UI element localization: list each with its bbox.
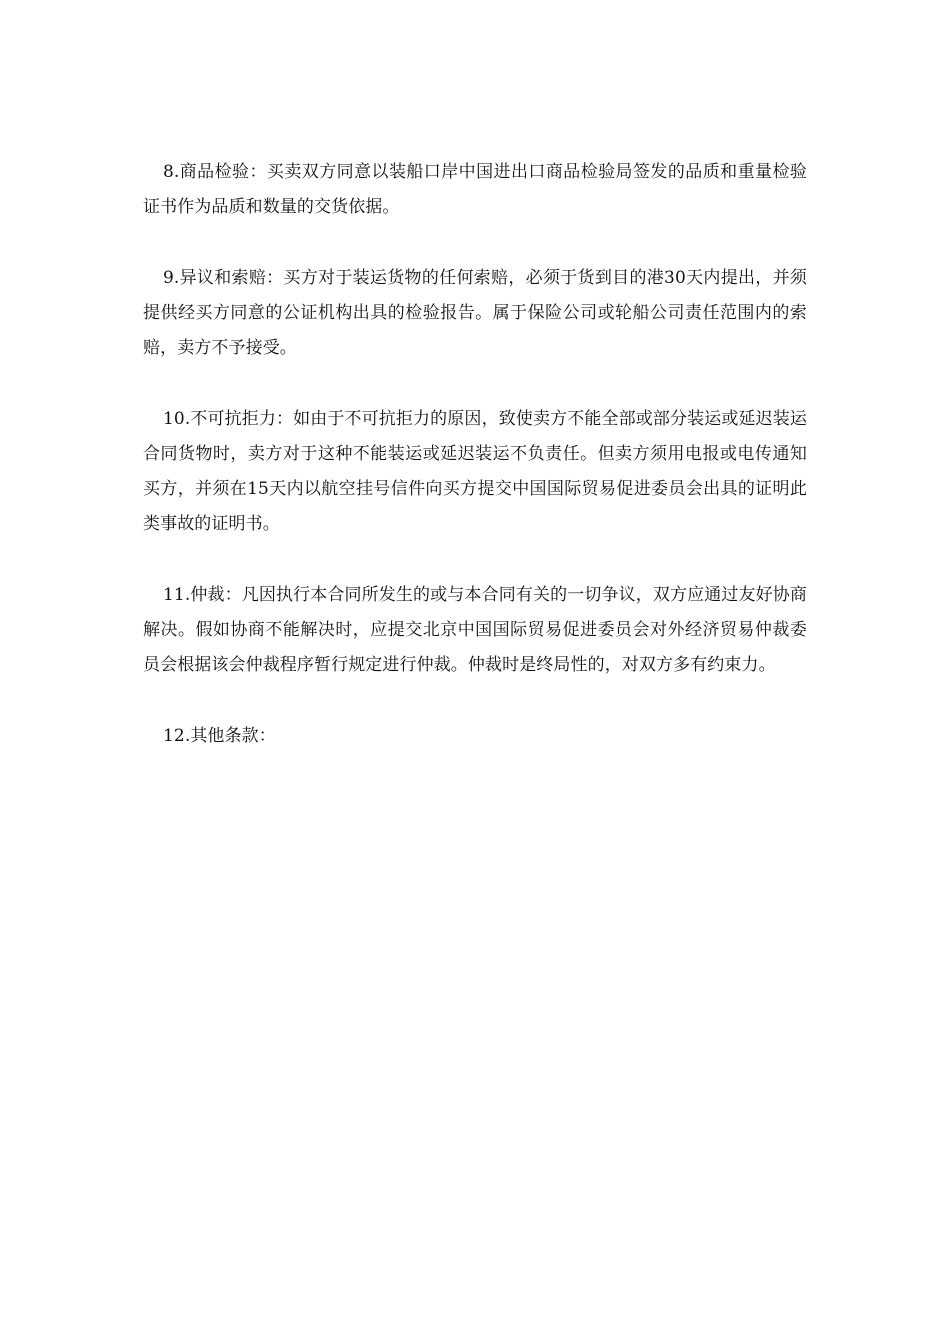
clause-9-claims: 9.异议和索赔：买方对于装运货物的任何索赔，必须于货到目的港30天内提出，并须提供经买方同意的公证机构出具的检验报告。属于保险公司或轮船公司责任范围内的索赔，卖方不予接受。: [143, 268, 807, 358]
document-body: [143, 155, 807, 754]
clause-8-inspection: 8.商品检验：买卖双方同意以装船口岸中国进出口商品检验局签发的品质和重量检验证书作为品质和数量的交货依据。: [143, 162, 807, 217]
clause-11-arbitration: 11.仲裁：凡因执行本合同所发生的或与本合同有关的一切争议，双方应通过友好协商解决。假如协商不能解决时，应提交北京中国国际贸易促进委员会对外经济贸易仲裁委员会根据该会仲裁程序暂行规定进行仲裁。仲裁时是终局性的，对双方多有约束力。: [143, 585, 807, 675]
clause-12-other-terms: 12.其他条款：: [163, 726, 276, 746]
clause-10-force-majeure: 10.不可抗拒力：如由于不可抗拒力的原因，致使卖方不能全部或部分装运或延迟装运合同货物时，卖方对于这种不能装运或延迟装运不负责任。但卖方须用电报或电传通知买方，并须在15天内以航空挂号信件向买方提交中国国际贸易促进委员会出具的证明此类事故的证明书。: [143, 409, 807, 534]
